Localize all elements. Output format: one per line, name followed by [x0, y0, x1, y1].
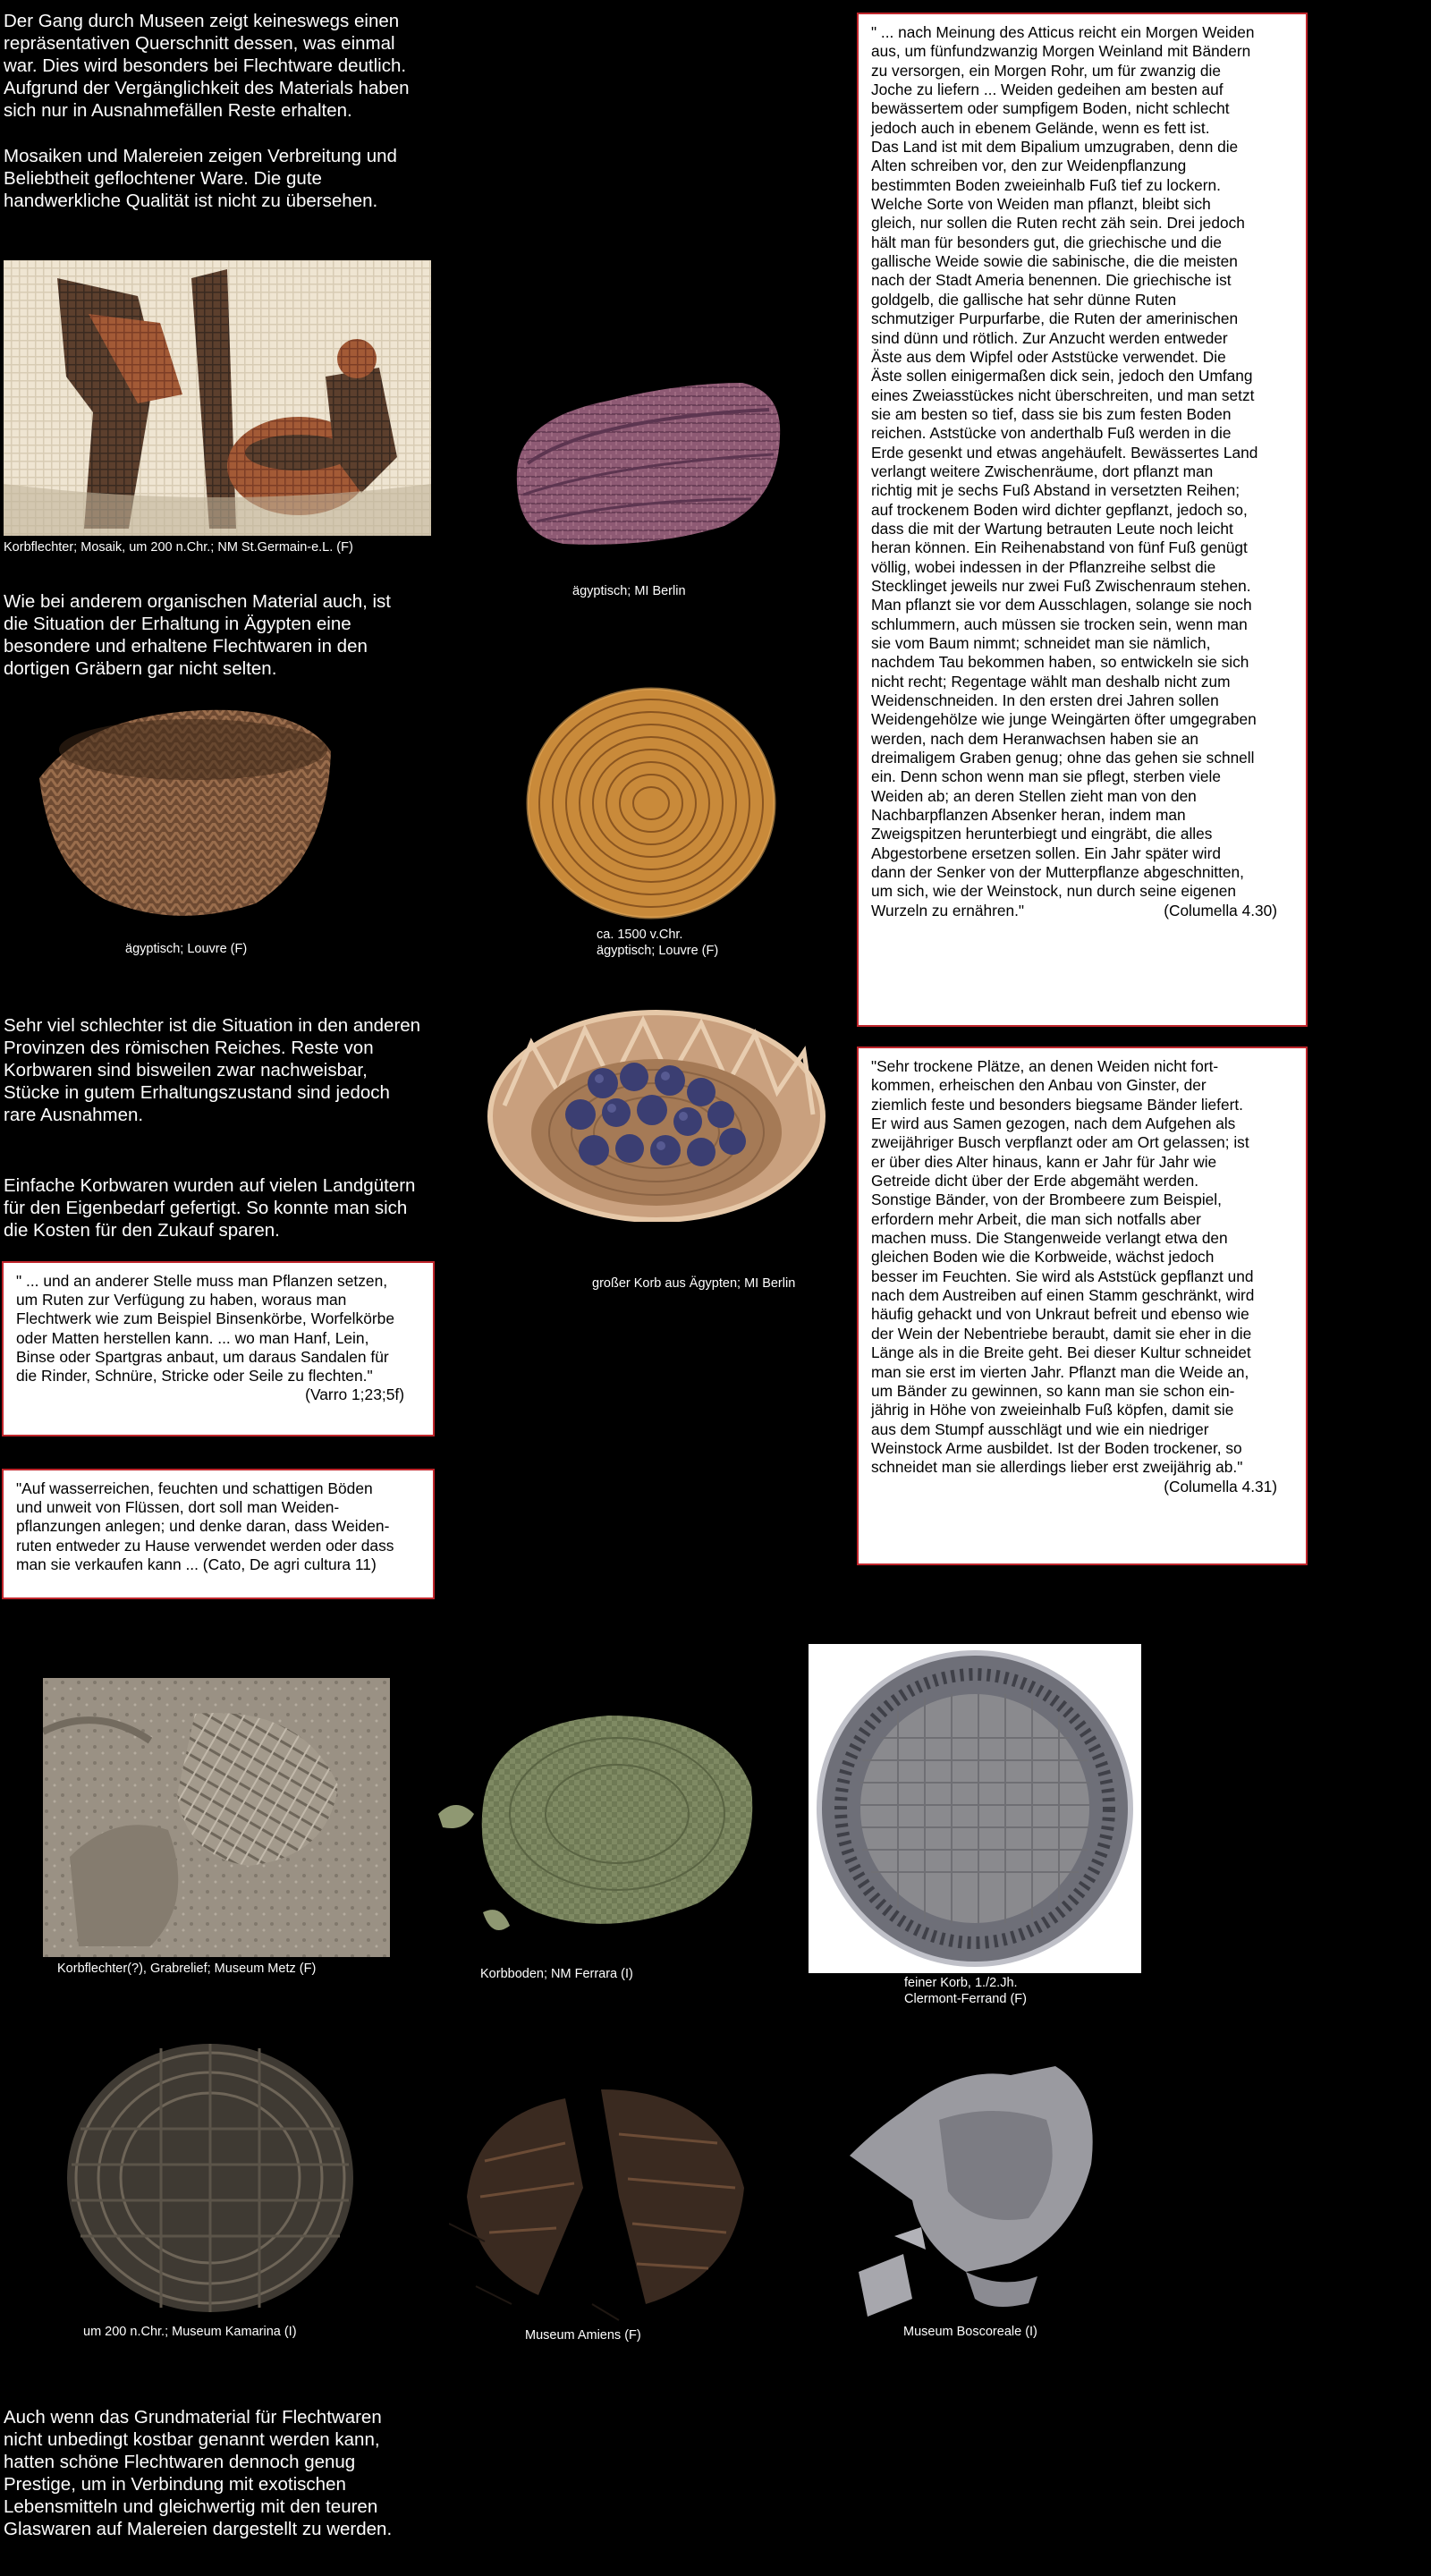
fruit-basket-image — [487, 1007, 826, 1222]
boscoreale-fragments-image — [832, 2057, 1136, 2326]
oval-basket-caption: ägyptisch; MI Berlin — [572, 584, 686, 598]
louvre-bowl-image — [32, 698, 336, 930]
columella-431-quote-box — [857, 1046, 1308, 1565]
provinces-paragraph: Sehr viel schlechter ist die Situation in den anderen Provinzen des römischen Reiches. Reste von Korbwaren sind bisweilen zwar nachweisbar, Stücke in gutem Erhaltungszustand sind jedoch rare Ausnahmen. — [4, 1015, 421, 1125]
intro-paragraph-1: Der Gang durch Museen zeigt keineswegs einen repräsentativen Querschnitt dessen, was einmal war. Dies wird besonders bei Flechtware deutlich. Aufgrund der Vergänglichkeit des Materials haben sich nur in Ausnahmefällen Reste erhalten. — [4, 11, 410, 121]
boscoreale-caption: Museum Boscoreale (I) — [903, 2325, 1037, 2339]
clermont-caption: feiner Korb, 1./2.Jh. Clermont-Ferrand (F) — [904, 1976, 1027, 2006]
intro-paragraph-2: Mosaiken und Malereien zeigen Verbreitung und Beliebtheit geflochtener Ware. Die gute handwerkliche Qualität ist nicht zu übersehen. — [4, 146, 397, 211]
clermont-fine-basket-image — [809, 1644, 1141, 1973]
cato-quote-box — [2, 1469, 435, 1599]
varro-quote-source: (Varro 1;23;5f) — [305, 1385, 404, 1404]
amiens-basket-image — [449, 2063, 753, 2322]
columella-431-quote-source: (Columella 4.31) — [1164, 1477, 1277, 1496]
mosaic-basket-weaver-image — [4, 260, 431, 536]
metz-relief-image — [43, 1678, 390, 1957]
columella-430-quote-source: (Columella 4.30) — [1164, 902, 1277, 920]
kamarina-caption: um 200 n.Chr.; Museum Kamarina (I) — [83, 2325, 297, 2339]
mosaic-caption: Korbflechter; Mosaik, um 200 n.Chr.; NM St.Germain-e.L. (F) — [4, 540, 353, 555]
closing-paragraph: Auch wenn das Grundmaterial für Flechtwaren nicht unbedingt kostbar genannt werden kann, hatten schöne Flechtwaren dennoch genug Prestige, um in Verbindung mit exotischen Lebensmitteln und gleichwertig mit den teuren Glaswaren auf Malereien dargestellt zu werden. — [4, 2407, 393, 2539]
kamarina-basket-image — [63, 2039, 358, 2317]
ferrara-basket-base-image — [429, 1689, 778, 1948]
estates-paragraph: Einfache Korbwaren wurden auf vielen Landgütern für den Eigenbedarf gefertigt. So konnte man sich die Kosten für den Zukauf sparen. — [4, 1175, 416, 1241]
fruit-basket-caption: großer Korb aus Ägypten; MI Berlin — [592, 1276, 796, 1291]
oval-basket-image — [501, 365, 787, 553]
varro-quote-text: " ... und an anderer Stelle muss man Pflanzen setzen, um Ruten zur Verfügung zu haben, woraus man Flechtwerk wie zum Beispiel Binsenkörbe, Worfelkörbe oder Matten herstellen kann. ... wo man Hanf, Lein, Binse oder Spartgras anbaut, um daraus Sandalen für die Rinder, Schnüre, Stricke oder Seile zu flechten." — [16, 1272, 395, 1385]
columella-431-quote-text: "Sehr trockene Plätze, an denen Weiden nicht fort- kommen, erheischen den Anbau von Ginster, der ziemlich feste und besonders biegsame Bänder liefert. Er wird aus Samen gezogen, nach dem Aufgehen als zweijähriger Busch verpflanzt oder am Ort gelassen; ist er über dies Alter hinaus, kann er Jahr für Jahr wie Getreide dicht über der Erde abgemäht werden. Sonstige Bänder, von der Brombeere zum Beispiel, erfordern mehr Arbeit, die man sich notfalls aber machen muss. Die Stangenweide verlangt etwa den gleichen Boden wie die Korbweide, wächst jedoch besser im Feuchten. Sie wird als Aststück gepflanzt und nach dem Austreiben auf einen Stamm geschränkt, wird häufig gehackt und von Unkraut befreit und ebenso wie der Wein der Nebentriebe beraubt, damit sie eher in die Länge als in die Breite geht. Bei dieser Kultur schneidet man sie erst im vierten Jahr. Pflanzt man die Weide an, um Bänder zu gewinnen, so kann man sie schon ein- jährig in Höhe von zweieinhalb Fuß köpfen, damit sie aus dem Stumpf ausschlägt und wie ein niedriger Weinstock Arme ausbildet. Ist der Boden trockener, so schneidet man sie allerdings lieber erst zweijährig ab." — [871, 1057, 1255, 1477]
louvre-bowl-caption: ägyptisch; Louvre (F) — [125, 942, 248, 956]
egypt-paragraph: Wie bei anderem organischen Material auch, ist die Situation der Erhaltung in Ägypten eine besondere und erhaltene Flechtwaren in den dortigen Gräbern gar nicht selten. — [4, 591, 391, 679]
coiled-plate-caption: ca. 1500 v.Chr. ägyptisch; Louvre (F) — [597, 928, 719, 958]
columella-430-quote-text: " ... nach Meinung des Atticus reicht ein Morgen Weiden aus, um fünfundzwanzig Morgen Weinland mit Bändern zu versorgen, ein Morgen Rohr, um für zwanzig die Joche zu liefern ... Weiden gedeihen am besten auf bewässertem oder sumpfigem Boden, nicht schlecht jedoch auch in ebenem Gelände, wenn es fett ist. Das Land ist mit dem Bipalium umzugraben, denn die Alten schreiben vor, den zur Weidenpflanzung bestimmten Boden zweieinhalb Fuß tief zu lockern. Welche Sorte von Weiden man pflanzt, bleibt sich gleich, nur sollen die Ruten recht zäh sein. Drei jedoch hält man für besonders gut, die griechische und die gallische Weide sowie die sabinische, die die meisten nach der Stadt Ameria benennen. Die griechische ist goldgelb, die gallische hat sehr dünne Ruten schmutziger Purpurfarbe, die Ruten der amerinischen sind dünn und rötlich. Zur Anzucht werden entweder Äste aus dem Wipfel oder Aststücke verwendet. Die Äste sollen einigermaßen dick sein, jedoch den Umfang eines Zweiasstückes nicht überschreiten, und man setzt sie am besten so tief, dass sie bis zum festen Boden reichen. Aststücke von anderthalb Fuß werden in die Erde gesenkt und etwas angehäufelt. Bewässertes Land verlangt weitere Zwischenräume, dort pflanzt man richtig mit je sechs Fuß Abstand in versetzten Reihen; auf trockenem Boden wird dichter gepflanzt, jedoch so, dass die mit der Wartung betrauten Leute noch leicht heran können. Ein Reihenabstand von fünf Fuß genügt völlig, wobei indessen in der Pflanzreihe selbst die Stecklinget jeweils nur zwei Fuß Zwischenraum stehen. Man pflanzt sie vor dem Ausschlagen, solange sie noch schlummern, auch müssen sie trocken sein, wenn man sie vom Baum nimmt; schneidet man sie nämlich, nachdem Tau bekommen haben, so entwickeln sie sich nicht recht; Regentage wählt man deshalb nicht zum Weidenschneiden. In den ersten drei Jahren sollen Weidengehölze wie junge Weingärten öfter umgegraben werden, nach dem Heranwachsen haben sie an dreimaligem Graben genug; ohne das gehen sie schnell ein. Denn schon wenn man sie pflegt, sterben viele Weiden ab; an deren Stellen zieht man von den Nachbarpflanzen Absenker heran, indem man Zweigspitzen herunterbiegt und eingräbt, die alles Abgestorbene ersetzen sollen. Ein Jahr später wird dann der Senker von der Mutterpflanze abgeschnitten, um sich, wie der Weinstock, nun durch seine eigenen Wurzeln zu ernähren." — [871, 23, 1258, 919]
columella-430-quote-box — [857, 13, 1308, 1027]
varro-quote-box — [2, 1261, 435, 1436]
cato-quote-text: "Auf wasserreichen, feuchten und schattigen Böden und unweit von Flüssen, dort soll man Weiden- pflanzungen anlegen; und denke daran, dass Weiden- ruten entweder zu Hause verwendet werden oder dass man sie verkaufen kann ... (Cato, De agri cultura 11) — [16, 1479, 394, 1573]
ferrara-caption: Korbboden; NM Ferrara (I) — [480, 1967, 633, 1981]
amiens-caption: Museum Amiens (F) — [525, 2328, 641, 2343]
metz-caption: Korbflechter(?), Grabrelief; Museum Metz (F) — [57, 1962, 317, 1976]
coiled-plate-image — [526, 687, 776, 919]
